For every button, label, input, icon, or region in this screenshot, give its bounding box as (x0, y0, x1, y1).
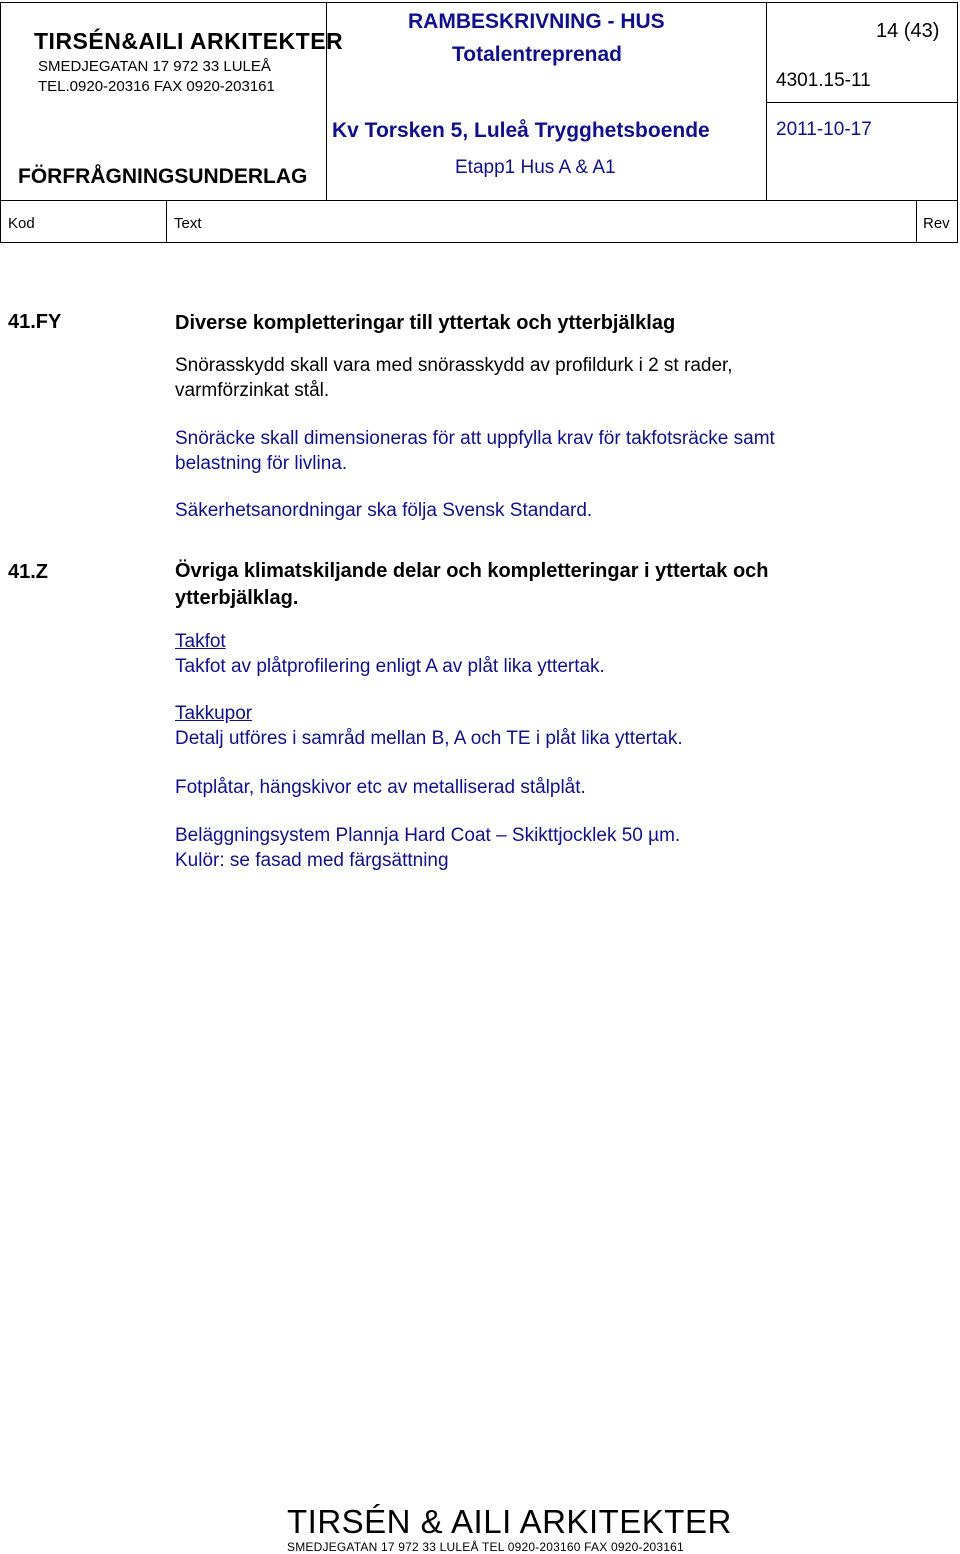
paragraph-line: varmförzinkat stål. (175, 380, 330, 401)
paragraph-line: Säkerhetsanordningar ska följa Svensk Standard. (175, 500, 593, 521)
paragraph-title: Takkupor (175, 703, 253, 724)
paragraph-line: Kulör: se fasad med färgsättning (175, 850, 449, 871)
paragraph (175, 823, 680, 873)
project-number: 4301.15-11 (776, 70, 871, 91)
heading-line: Övriga klimatskiljande delar och kompletteringar i yttertak och (175, 560, 769, 582)
section-heading: Diverse kompletteringar till yttertak och ytterbjälklag (175, 312, 676, 334)
column-header-kod: Kod (8, 215, 35, 232)
document-date: 2011-10-17 (776, 119, 872, 140)
section-heading (175, 558, 769, 612)
heading-line: ytterbjälklag. (175, 587, 299, 609)
document-title: RAMBESKRIVNING - HUS (408, 10, 665, 33)
document-stage: FÖRFRÅGNINGSUNDERLAG (18, 165, 308, 188)
section-code: 41.FY (8, 311, 62, 333)
paragraph-takkupor (175, 701, 683, 751)
footer-logo: TIRSÉN & AILI ARKITEKTER (287, 1503, 732, 1540)
paragraph-title: Takfot (175, 631, 226, 652)
column-header-text: Text (174, 215, 202, 232)
paragraph-line: Snöräcke skall dimensioneras för att uppfylla krav för takfotsräcke samt (175, 428, 775, 449)
section-code: 41.Z (8, 561, 49, 583)
paragraph-line: Detalj utföres i samråd mellan B, A och TE i plåt lika yttertak. (175, 728, 683, 749)
paragraph (175, 498, 592, 523)
contract-type: Totalentreprenad (452, 43, 622, 66)
page-number: 14 (43) (876, 20, 940, 42)
project-phase: Etapp1 Hus A & A1 (455, 157, 616, 178)
project-name: Kv Torsken 5, Luleå Trygghetsboende (332, 119, 710, 142)
paragraph (175, 353, 733, 403)
firm-address: SMEDJEGATAN 17 972 33 LULEÅ (38, 58, 271, 75)
document-header (0, 2, 958, 244)
paragraph-line: Snörasskydd skall vara med snörasskydd av profildurk i 2 st rader, (175, 355, 733, 376)
paragraph (175, 426, 775, 476)
firm-phone: TEL.0920-20316 FAX 0920-203161 (38, 78, 275, 95)
paragraph-takfot (175, 629, 605, 679)
footer-address: SMEDJEGATAN 17 972 33 LULEÅ TEL 0920-203160 FAX 0920-203161 (287, 1540, 684, 1554)
paragraph-line: belastning för livlina. (175, 453, 348, 474)
paragraph-line: Fotplåtar, hängskivor etc av metalliserad stålplåt. (175, 777, 586, 798)
paragraph (175, 775, 586, 800)
paragraph-line: Beläggningsystem Plannja Hard Coat – Skikttjocklek 50 µm. (175, 825, 681, 846)
paragraph-line: Takfot av plåtprofilering enligt A av plåt lika yttertak. (175, 656, 605, 677)
column-header-rev: Rev (923, 215, 950, 232)
firm-name: TIRSÉN&AILI ARKITEKTER (34, 28, 344, 54)
